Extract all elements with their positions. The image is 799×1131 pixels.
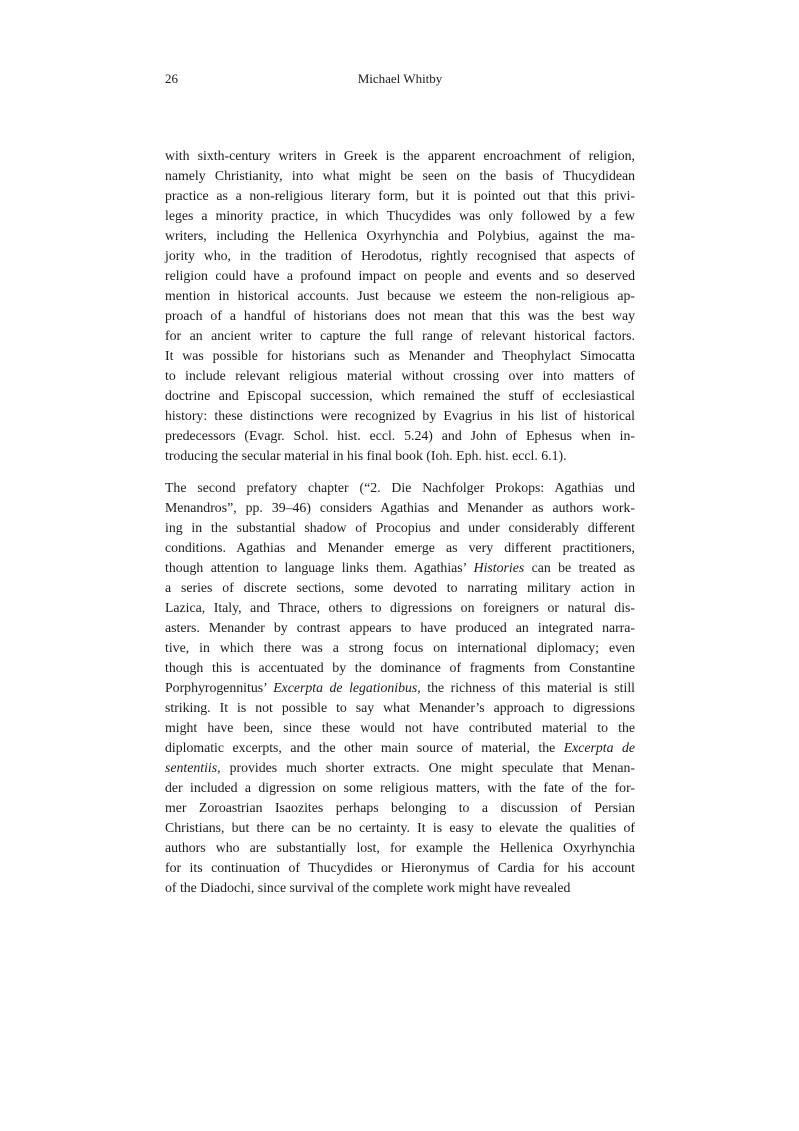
text-line: [165, 446, 635, 466]
text-segment: though attention to language links them. Agathias’: [165, 560, 474, 575]
text-segment: troducing the secular material in his final book (Ioh. Eph. hist. eccl. 6.1).: [165, 448, 567, 463]
text-line: [165, 878, 635, 898]
text-segment: doctrine and Episcopal succession, which remained the stuff of ecclesiastical: [165, 388, 635, 403]
text-segment: to include relevant religious material without crossing over into matters of: [165, 368, 635, 383]
text-line: [165, 478, 635, 498]
text-segment: striking. It is not possible to say what Menander’s approach to digressions: [165, 700, 635, 715]
text-line: [165, 346, 635, 366]
text-segment: predecessors (Evagr. Schol. hist. eccl. 5.24) and John of Ephesus when in-: [165, 428, 635, 443]
text-line: [165, 206, 635, 226]
text-line: [165, 166, 635, 186]
page-number: 26: [165, 71, 178, 86]
italic-text-segment: Excerpta de: [563, 740, 635, 755]
text-line: [165, 618, 635, 638]
text-segment: for its continuation of Thucydides or Hieronymus of Cardia for his account: [165, 860, 635, 875]
text-line: [165, 366, 635, 386]
text-segment: with sixth-century writers in Greek is the apparent encroachment of religion,: [165, 148, 635, 163]
text-line: [165, 838, 635, 858]
text-line: [165, 598, 635, 618]
text-segment: might have been, since these would not have contributed material to the: [165, 720, 635, 735]
text-segment: conditions. Agathias and Menander emerge as very different practitioners,: [165, 540, 635, 555]
text-line: [165, 818, 635, 838]
text-segment: Christians, but there can be no certainty. It is easy to elevate the qualities of: [165, 820, 635, 835]
text-segment: diplomatic excerpts, and the other main source of material, the: [165, 740, 564, 755]
text-line: [165, 406, 635, 426]
text-segment: mention in historical accounts. Just because we esteem the non-religious ap-: [165, 288, 635, 303]
text-segment: leges a minority practice, in which Thucydides was only followed by a few: [165, 208, 635, 223]
text-segment: of the Diadochi, since survival of the complete work might have revealed: [165, 880, 571, 895]
text-line: [165, 638, 635, 658]
text-line: [165, 426, 635, 446]
text-line: [165, 758, 635, 778]
italic-text-segment: Excerpta de legationibus: [273, 680, 418, 695]
text-segment: Porphyrogennitus’: [165, 680, 274, 695]
text-line: [165, 286, 635, 306]
text-line: [165, 718, 635, 738]
text-line: [165, 538, 635, 558]
text-line: [165, 326, 635, 346]
paragraph: [165, 146, 635, 466]
text-segment: history: these distinctions were recognized by Evagrius in his list of historical: [165, 408, 635, 423]
text-segment: tive, in which there was a strong focus on international diplomacy; even: [165, 640, 635, 655]
text-line: [165, 578, 635, 598]
text-segment: can be treated as: [524, 560, 635, 575]
text-segment: The second prefatory chapter (“2. Die Nachfolger Prokops: Agathias und: [165, 480, 635, 495]
text-line: [165, 266, 635, 286]
text-line: [165, 698, 635, 718]
body-text: [165, 146, 635, 898]
text-segment: writers, including the Hellenica Oxyrhynchia and Polybius, against the ma-: [165, 228, 635, 243]
text-segment: , the richness of this material is still: [417, 680, 635, 695]
text-line: [165, 858, 635, 878]
text-line: [165, 798, 635, 818]
running-header-title: Michael Whitby: [357, 71, 443, 86]
text-segment: asters. Menander by contrast appears to have produced an integrated narra-: [165, 620, 635, 635]
text-line: [165, 386, 635, 406]
text-line: [165, 778, 635, 798]
text-segment: jority who, in the tradition of Herodotus, rightly recognised that aspects of: [165, 248, 635, 263]
text-segment: der included a digression on some religious matters, with the fate of the for-: [165, 780, 635, 795]
italic-text-segment: sententiis: [165, 760, 218, 775]
text-segment: practice as a non-religious literary form, but it is pointed out that this privi-: [165, 188, 635, 203]
text-segment: namely Christianity, into what might be seen on the basis of Thucydidean: [165, 168, 635, 183]
text-segment: though this is accentuated by the dominance of fragments from Constantine: [165, 660, 635, 675]
text-segment: Lazica, Italy, and Thrace, others to digressions on foreigners or natural dis-: [165, 600, 635, 615]
text-line: [165, 186, 635, 206]
text-line: [165, 226, 635, 246]
text-segment: religion could have a profound impact on people and events and so deserved: [165, 268, 635, 283]
text-segment: Menandros”, pp. 39–46) considers Agathias and Menander as authors work-: [165, 500, 635, 515]
text-segment: , provides much shorter extracts. One might speculate that Menan-: [217, 760, 635, 775]
text-segment: a series of discrete sections, some devoted to narrating military action in: [165, 580, 635, 595]
text-line: [165, 678, 635, 698]
text-line: [165, 306, 635, 326]
text-line: [165, 558, 635, 578]
text-line: [165, 498, 635, 518]
text-line: [165, 738, 635, 758]
text-segment: mer Zoroastrian Isaozites perhaps belonging to a discussion of Persian: [165, 800, 635, 815]
text-line: [165, 658, 635, 678]
text-line: [165, 246, 635, 266]
text-segment: for an ancient writer to capture the full range of relevant historical factors.: [165, 328, 635, 343]
italic-text-segment: Histories: [473, 560, 525, 575]
page-header: [165, 71, 635, 87]
text-line: [165, 146, 635, 166]
text-line: [165, 518, 635, 538]
text-segment: authors who are substantially lost, for example the Hellenica Oxyrhynchia: [165, 840, 635, 855]
text-segment: proach of a handful of historians does not mean that this was the best way: [165, 308, 635, 323]
text-segment: It was possible for historians such as Menander and Theophylact Simocatta: [165, 348, 635, 363]
text-segment: ing in the substantial shadow of Procopius and under considerably different: [165, 520, 635, 535]
paragraph: [165, 478, 635, 898]
